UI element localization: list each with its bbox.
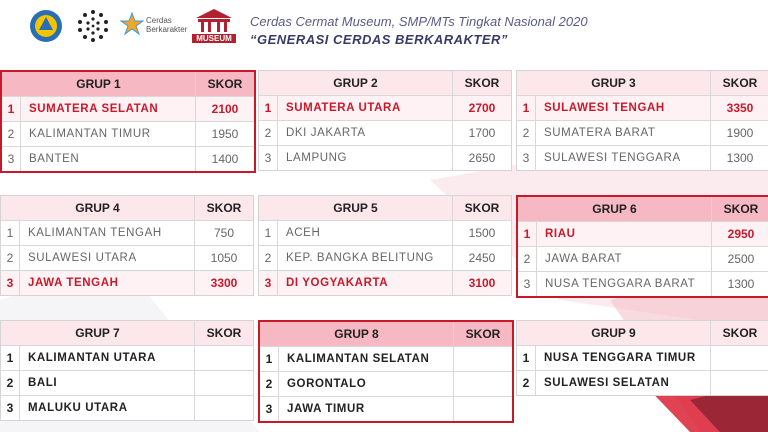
rank-number: 2 [260,372,279,396]
rank-number: 3 [1,396,20,420]
score-value [711,346,768,370]
group-header [1,321,253,346]
score-value [454,347,512,371]
score-value: 2700 [468,101,496,115]
score-value: 3350 [726,101,754,115]
table-row [1,396,253,420]
table-row [259,96,511,121]
table-row [260,397,512,421]
province-name: BALI [20,371,195,395]
skor-header: SKOR [722,326,758,340]
rank-number: 2 [1,371,20,395]
province-name: GORONTALO [279,372,454,396]
rank-number: 2 [2,122,21,146]
province-name: DI YOGYAKARTA [278,271,453,295]
table-row [518,222,768,247]
province-name: KALIMANTAN TENGAH [20,221,195,245]
table-row [518,247,768,272]
skor-header: SKOR [207,77,243,91]
event-subtitle: SMP/MTs Tingkat Nasional 2020 [395,14,588,29]
rank-number: 3 [2,147,21,171]
score-value [711,371,768,395]
table-row [517,121,768,146]
group-2-table [258,70,512,171]
province-name: KALIMANTAN UTARA [20,346,195,370]
group-8-table [258,320,514,423]
score-value: 1500 [468,226,496,240]
province-name: KALIMANTAN TIMUR [21,122,196,146]
museum-logo [192,8,236,44]
table-row [1,371,253,396]
group-title: GRUP 2 [259,71,453,95]
group-header [1,196,253,221]
table-row [2,122,254,147]
table-row [259,146,511,170]
cerdas-logo-text: Cerdas Berkarakter [146,16,188,34]
table-row [517,371,768,395]
rank-number: 1 [2,97,21,121]
province-name: KEP. BANGKA BELITUNG [278,246,453,270]
rank-number: 3 [1,271,20,295]
province-name: JAWA TENGAH [20,271,195,295]
score-value [454,397,512,421]
score-value: 1400 [211,152,239,166]
table-row [1,221,253,246]
province-name: JAWA BARAT [537,247,712,271]
score-value: 750 [213,226,235,240]
province-name: SULAWESI TENGGARA [536,146,711,170]
group-header [518,197,768,222]
table-row [259,121,511,146]
province-name: LAMPUNG [278,146,453,170]
group-9-table [516,320,768,396]
province-name: ACEH [278,221,453,245]
event-tagline: “GENERASI CERDAS BERKARAKTER” [250,32,508,47]
header [0,0,768,56]
rank-number: 1 [517,96,536,120]
table-row [517,146,768,170]
event-name: Cerdas Cermat Museum, [250,14,396,29]
province-name: BANTEN [21,147,196,171]
score-value: 1300 [726,151,754,165]
score-value: 1700 [468,126,496,140]
group-header [2,72,254,97]
province-name: MALUKU UTARA [20,396,195,420]
province-name: RIAU [537,222,712,246]
rank-number: 2 [518,247,537,271]
province-name: SULAWESI SELATAN [536,371,711,395]
province-name: NUSA TENGGARA BARAT [537,272,712,296]
rank-number: 1 [1,221,20,245]
table-row [260,372,512,397]
score-value: 2100 [211,102,239,116]
group-1-table [0,70,256,173]
skor-header: SKOR [723,202,759,216]
province-name: SULAWESI TENGAH [536,96,711,120]
score-value: 3100 [468,276,496,290]
score-value: 1900 [726,126,754,140]
province-name: DKI JAKARTA [278,121,453,145]
rank-number: 2 [517,121,536,145]
score-value: 2650 [468,151,496,165]
rank-number: 1 [259,221,278,245]
rank-number: 2 [259,121,278,145]
score-value: 2950 [727,227,755,241]
score-value [454,372,512,396]
table-row [1,246,253,271]
table-row [517,96,768,121]
group-title: GRUP 4 [1,196,195,220]
rank-number: 2 [259,246,278,270]
group-title: GRUP 9 [517,321,711,345]
score-value: 1950 [211,127,239,141]
group-3-table [516,70,768,171]
skor-header: SKOR [206,201,242,215]
rank-number: 3 [260,397,279,421]
museum-logo-text: MUSEUM [192,34,236,43]
star-icon [120,12,144,36]
group-header [260,322,512,347]
table-row [260,347,512,372]
museum-building-icon [192,8,236,34]
score-value [195,396,253,420]
rank-number: 1 [518,222,537,246]
table-row [259,246,511,271]
group-4-table [0,195,254,296]
table-row [2,97,254,122]
group-title: GRUP 3 [517,71,711,95]
table-row [1,271,253,295]
rank-number: 1 [260,347,279,371]
province-name: JAWA TIMUR [279,397,454,421]
table-row [259,271,511,295]
table-row [518,272,768,296]
event-title [250,14,588,29]
skor-header: SKOR [722,76,758,90]
group-5-table [258,195,512,296]
rank-number: 3 [518,272,537,296]
province-name: SUMATERA BARAT [536,121,711,145]
table-row [259,221,511,246]
group-title: GRUP 5 [259,196,453,220]
score-value: 1300 [727,277,755,291]
group-header [517,71,768,96]
rank-number: 2 [1,246,20,270]
skor-header: SKOR [464,201,500,215]
score-value [195,371,253,395]
province-name: SUMATERA UTARA [278,96,453,120]
group-title: GRUP 1 [2,72,196,96]
rank-number: 3 [259,146,278,170]
province-name: SULAWESI UTARA [20,246,195,270]
group-title: GRUP 7 [1,321,195,345]
skor-header: SKOR [464,76,500,90]
province-name: NUSA TENGGARA TIMUR [536,346,711,370]
rank-number: 1 [259,96,278,120]
score-value: 3300 [210,276,238,290]
rank-number: 3 [517,146,536,170]
province-name: KALIMANTAN SELATAN [279,347,454,371]
score-value: 1050 [210,251,238,265]
dotted-swirl-logo-icon [75,8,111,44]
table-row [517,346,768,371]
rank-number: 1 [517,346,536,370]
group-6-table [516,195,768,298]
province-name: SUMATERA SELATAN [21,97,196,121]
group-header [259,196,511,221]
score-value: 2450 [468,251,496,265]
skor-header: SKOR [465,327,501,341]
rank-number: 3 [259,271,278,295]
group-7-table [0,320,254,421]
table-row [1,346,253,371]
kemdikbud-logo-icon [28,8,64,44]
group-header [517,321,768,346]
group-title: GRUP 6 [518,197,712,221]
score-value: 2500 [727,252,755,266]
rank-number: 1 [1,346,20,370]
group-title: GRUP 8 [260,322,454,346]
group-header [259,71,511,96]
score-value [195,346,253,370]
table-row [2,147,254,171]
skor-header: SKOR [206,326,242,340]
cerdas-berkarakter-logo [120,8,190,44]
rank-number: 2 [517,371,536,395]
